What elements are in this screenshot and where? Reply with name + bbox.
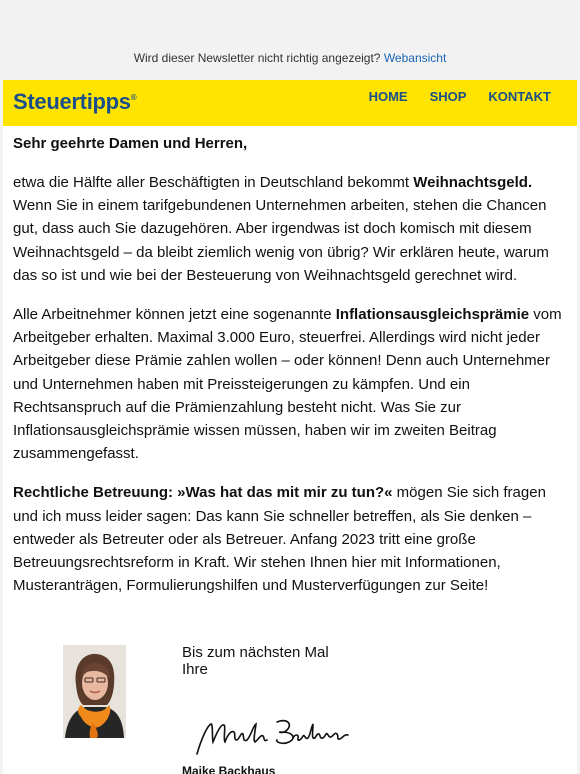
p2-text-post: vom Arbeitgeber erhalten. Maximal 3.000 Euro, steuerfrei. Allerdings wird nicht jeder Arbeitgeber diese Prämie zahlen wollen – oder können! Denn auch Unternehmer und Unternehmen haben mit Preissteigerungen zu kämpfen. Und ein Rechtsanspruch auf die Prämienzahlung besteht nicht. Was Sie zur Inflationsausgleichsprämie wissen müssen, haben wir im zweiten Beitrag zusammengefasst. <box>13 306 562 463</box>
webview-link[interactable]: Webansicht <box>383 51 447 65</box>
paragraph-weihnachtsgeld <box>13 171 567 287</box>
steuertipps-logo[interactable] <box>13 89 136 115</box>
paragraph-betreuung <box>13 481 567 597</box>
newsletter-body <box>3 134 577 597</box>
p3-text-post: mögen Sie sich fragen und ich muss leider sagen: Das kann Sie schneller betreffen, als Sie denken – entweder als Betreuter oder als Betreuer. Anfang 2023 tritt eine große Betreuungsrechtsreform in Kraft. Wir stehen Ihnen hier mit Informationen, Musteranträgen, Formulierungshilfen und Musterverfügungen zur Seite! <box>13 484 546 595</box>
p3-highlight: Rechtliche Betreuung: »Was hat das mit mir zu tun?« <box>13 484 393 502</box>
p1-text-post: Wenn Sie in einem tarifgebundenen Unternehmen arbeiten, stehen die Chancen gut, dass auch Sie dazugehören. Aber irgendwas ist doch komisch mit diesem Weihnachtsgeld – da bleibt ziemlich wenig von übrig? Wir erklären heute, warum das so ist und wie bei der Besteuerung von Weihnachtsgeld gerechnet wird. <box>13 197 549 284</box>
newsletter-header <box>3 80 577 126</box>
author-name: Maike Backhaus <box>182 764 276 774</box>
view-notice-text: Wird dieser Newsletter nicht richtig angezeigt? <box>133 51 381 65</box>
main-nav <box>369 89 551 104</box>
paragraph-inflationspraemie <box>13 303 567 465</box>
author-photo <box>63 645 126 738</box>
nav-shop[interactable]: SHOP <box>429 89 467 104</box>
p2-highlight: Inflationsausgleichsprämie <box>335 306 530 324</box>
closing-line-2: Ihre <box>182 661 208 678</box>
logo-registered-mark: ® <box>130 93 137 102</box>
closing-line-1: Bis zum nächsten Mal <box>182 644 329 661</box>
logo-text-part1: Steuert <box>13 89 87 114</box>
preheader <box>0 0 580 80</box>
handwritten-signature <box>193 708 353 767</box>
view-notice <box>0 51 580 65</box>
closing-block <box>182 644 329 678</box>
logo-text-part2: ipps <box>86 89 131 114</box>
p1-text-pre: etwa die Hälfte aller Beschäftigten in Deutschland bekommt <box>13 174 414 191</box>
nav-home[interactable]: HOME <box>368 89 408 104</box>
greeting: Sehr geehrte Damen und Herren, <box>13 135 248 152</box>
nav-kontakt[interactable]: KONTAKT <box>488 89 551 104</box>
newsletter-card <box>3 80 577 774</box>
p1-highlight: Weihnachtsgeld. <box>413 174 533 191</box>
p2-text-pre: Alle Arbeitnehmer können jetzt eine sogenannte <box>13 306 336 324</box>
